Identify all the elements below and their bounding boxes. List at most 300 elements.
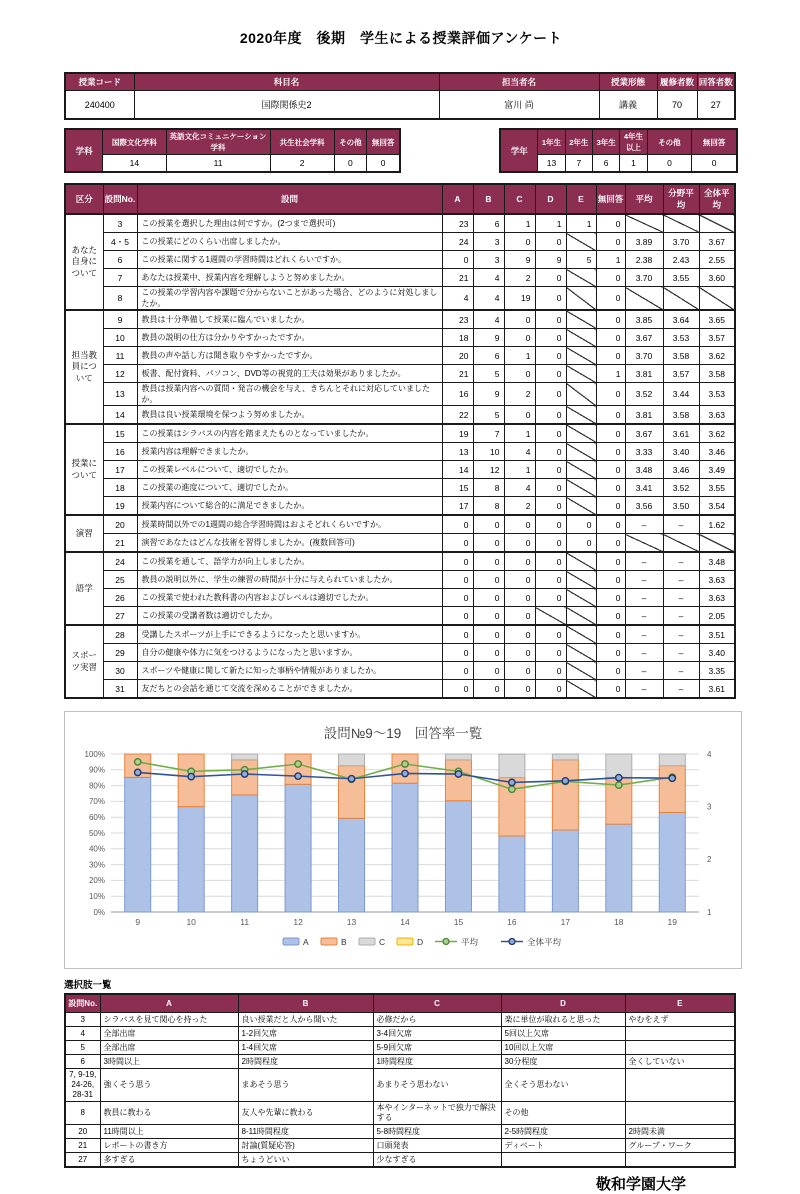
choice-cell: グループ・ワーク xyxy=(625,1139,735,1153)
survey-category: 語学 xyxy=(65,552,103,625)
survey-cell: – xyxy=(663,607,699,626)
survey-cell: 0 xyxy=(535,589,566,607)
survey-cell: 5 xyxy=(566,251,596,269)
choice-cell: 全くしていない xyxy=(625,1055,735,1069)
survey-cell: 0 xyxy=(473,552,504,571)
survey-cell: 2.05 xyxy=(699,607,735,626)
choices-question-number: 4 xyxy=(65,1027,100,1041)
survey-cell: 3.70 xyxy=(625,347,663,365)
grade-col-header: 1年生 xyxy=(538,129,565,155)
survey-cell: 0 xyxy=(504,680,535,699)
bar-segment-B xyxy=(392,754,418,783)
survey-cell: 0 xyxy=(473,589,504,607)
choice-cell: 30分程度 xyxy=(501,1055,625,1069)
survey-cell: 0 xyxy=(566,534,596,553)
survey-cell: 9 xyxy=(473,329,504,347)
question-number: 8 xyxy=(103,287,137,311)
survey-cell: 9 xyxy=(504,251,535,269)
course-header-enrolled: 履修者数 xyxy=(657,73,697,91)
choices-row xyxy=(65,1153,735,1168)
survey-cell: 4 xyxy=(442,287,473,311)
survey-cell: 3.55 xyxy=(699,479,735,497)
department-col-header: 共生社会学科 xyxy=(270,129,334,155)
survey-row xyxy=(65,625,735,644)
choice-cell: 全くそう思わない xyxy=(501,1069,625,1102)
survey-row xyxy=(65,479,735,497)
survey-cell: 1 xyxy=(504,214,535,233)
choice-cell: 1時間程度 xyxy=(373,1055,501,1069)
choice-cell: 5-8時間程度 xyxy=(373,1125,501,1139)
x-tick-label: 18 xyxy=(614,917,624,927)
choices-col-header: A xyxy=(100,994,238,1013)
legend-swatch-C xyxy=(359,938,375,945)
grade-col-header: 無回答 xyxy=(692,129,737,155)
survey-cell: 0 xyxy=(535,680,566,699)
survey-cell: 0 xyxy=(596,607,625,626)
survey-cell: 3.67 xyxy=(699,233,735,251)
survey-cell xyxy=(566,329,596,347)
x-tick-label: 9 xyxy=(135,917,141,927)
legend-marker xyxy=(443,939,449,945)
question-number: 19 xyxy=(103,497,137,516)
question-text: この授業にどのくらい出席しましたか。 xyxy=(137,233,442,251)
survey-row xyxy=(65,310,735,329)
survey-cell: 3.63 xyxy=(699,589,735,607)
survey-cell: 5 xyxy=(473,365,504,383)
survey-cell: 3.40 xyxy=(663,443,699,461)
page-title: 2020年度 後期 学生による授業評価アンケート xyxy=(239,30,563,46)
survey-cell xyxy=(566,607,596,626)
survey-cell xyxy=(566,365,596,383)
survey-cell: 0 xyxy=(473,571,504,589)
chart-svg xyxy=(65,712,741,963)
survey-cell: 4 xyxy=(473,287,504,311)
survey-cell: 9 xyxy=(535,251,566,269)
survey-cell xyxy=(566,233,596,251)
x-tick-label: 12 xyxy=(293,917,303,927)
survey-cell xyxy=(566,644,596,662)
survey-cell xyxy=(625,534,663,553)
x-tick-label: 13 xyxy=(346,917,357,927)
survey-cell: 3.63 xyxy=(699,406,735,425)
department-value: 0 xyxy=(366,155,400,173)
choice-cell xyxy=(625,1153,735,1168)
question-number: 3 xyxy=(103,214,137,233)
survey-cell: 3.48 xyxy=(625,461,663,479)
grade-header-row xyxy=(500,129,737,155)
x-tick-label: 17 xyxy=(560,917,571,927)
question-number: 6 xyxy=(103,251,137,269)
legend-label: C xyxy=(379,937,386,947)
course-header-subject: 科目名 xyxy=(134,73,439,91)
survey-cell: 0 xyxy=(473,534,504,553)
survey-cell: – xyxy=(625,662,663,680)
course-value-row xyxy=(65,91,735,120)
choices-question-number: 20 xyxy=(65,1125,100,1139)
question-number: 21 xyxy=(103,534,137,553)
survey-cell: – xyxy=(663,515,699,534)
bar-segment-A xyxy=(445,801,471,912)
bar-segment-A xyxy=(285,784,311,912)
survey-cell: 3.60 xyxy=(699,269,735,287)
y-left-tick: 10% xyxy=(88,892,105,901)
survey-cell: 14 xyxy=(442,461,473,479)
survey-cell: 3.46 xyxy=(699,443,735,461)
survey-results-table xyxy=(64,183,736,699)
survey-cell: – xyxy=(663,589,699,607)
survey-col-header: 設問No. xyxy=(103,184,137,214)
y-left-tick: 20% xyxy=(88,876,105,886)
y-left-tick: 70% xyxy=(88,797,105,807)
choices-list-label: 選択肢一覧 xyxy=(64,980,112,991)
survey-cell: 3 xyxy=(473,233,504,251)
survey-cell: 19 xyxy=(504,287,535,311)
survey-cell: 3.81 xyxy=(625,365,663,383)
choice-cell: 11時間以上 xyxy=(100,1125,238,1139)
survey-cell: 21 xyxy=(442,365,473,383)
y-left-tick: 100% xyxy=(84,749,105,759)
survey-cell: 0 xyxy=(596,625,625,644)
survey-cell: 3.64 xyxy=(663,310,699,329)
department-value: 11 xyxy=(166,155,270,173)
question-number: 11 xyxy=(103,347,137,365)
survey-cell: 1.62 xyxy=(699,515,735,534)
question-number: 10 xyxy=(103,329,137,347)
survey-cell: 0 xyxy=(504,589,535,607)
grade-col-header: 4年生以上 xyxy=(620,129,647,155)
survey-cell: 3.54 xyxy=(699,497,735,516)
survey-col-header: 分野平均 xyxy=(663,184,699,214)
choices-question-number: 5 xyxy=(65,1041,100,1055)
department-col-header: その他 xyxy=(334,129,366,155)
question-number: 24 xyxy=(103,552,137,571)
survey-cell: 0 xyxy=(504,552,535,571)
survey-cell: 2.43 xyxy=(663,251,699,269)
question-text: この授業の受講者数は適切でしたか。 xyxy=(137,607,442,626)
survey-cell xyxy=(625,287,663,311)
survey-cell: 9 xyxy=(473,383,504,406)
survey-cell: 16 xyxy=(442,383,473,406)
survey-row xyxy=(65,424,735,443)
survey-cell xyxy=(566,479,596,497)
survey-cell: 3.44 xyxy=(663,383,699,406)
survey-cell: 3.55 xyxy=(663,269,699,287)
survey-row xyxy=(65,534,735,553)
survey-row xyxy=(65,461,735,479)
department-value-row xyxy=(65,155,400,173)
survey-cell: 0 xyxy=(535,233,566,251)
survey-cell xyxy=(566,497,596,516)
survey-col-header: E xyxy=(566,184,596,214)
survey-cell: 0 xyxy=(504,515,535,534)
survey-cell: 3.61 xyxy=(663,424,699,443)
survey-row xyxy=(65,552,735,571)
survey-cell: 0 xyxy=(596,329,625,347)
question-text: この授業はシラバスの内容を踏まえたものとなっていましたか。 xyxy=(137,424,442,443)
y-left-tick: 90% xyxy=(88,765,105,775)
choices-row xyxy=(65,1013,735,1027)
survey-cell: 3.41 xyxy=(625,479,663,497)
survey-cell: 3.35 xyxy=(699,662,735,680)
y-left-tick: 40% xyxy=(88,844,105,854)
survey-cell xyxy=(566,424,596,443)
marker-全体平均 xyxy=(455,771,461,777)
survey-cell: 0 xyxy=(535,479,566,497)
question-text: 教員の声や話し方は聞き取りやすかったですか。 xyxy=(137,347,442,365)
survey-cell: 0 xyxy=(473,662,504,680)
choice-cell: ちょうどいい xyxy=(238,1153,373,1168)
survey-cell: 3.53 xyxy=(699,383,735,406)
choices-question-number: 27 xyxy=(65,1153,100,1168)
choices-row xyxy=(65,1069,735,1102)
legend-swatch-B xyxy=(321,938,337,945)
choice-cell: 1-2回欠席 xyxy=(238,1027,373,1041)
legend-label: B xyxy=(341,937,347,947)
survey-cell: 3.56 xyxy=(625,497,663,516)
question-text: あなたは授業中、授業内容を理解しようと努めましたか。 xyxy=(137,269,442,287)
choices-col-header: 設問No. xyxy=(65,994,100,1013)
bar-segment-A xyxy=(339,818,365,912)
survey-cell: 3.46 xyxy=(663,461,699,479)
grade-col-header: その他 xyxy=(647,129,692,155)
question-number: 25 xyxy=(103,571,137,589)
choice-cell: その他 xyxy=(501,1102,625,1125)
survey-cell: 13 xyxy=(442,443,473,461)
survey-cell: 3.65 xyxy=(699,310,735,329)
question-number: 7 xyxy=(103,269,137,287)
survey-cell: 15 xyxy=(442,479,473,497)
course-header-code: 授業コード xyxy=(65,73,134,91)
survey-cell: 0 xyxy=(504,625,535,644)
survey-cell: 0 xyxy=(596,310,625,329)
department-col-header: 英語文化コミュニケーション学科 xyxy=(166,129,270,155)
y-right-tick: 3 xyxy=(707,802,712,812)
survey-cell: – xyxy=(625,589,663,607)
question-text: 友だちとの会話を通じて交流を深めることができましたか。 xyxy=(137,680,442,699)
choices-question-number: 6 xyxy=(65,1055,100,1069)
survey-cell: 2 xyxy=(504,383,535,406)
survey-cell: 3.57 xyxy=(699,329,735,347)
survey-cell: 0 xyxy=(596,424,625,443)
survey-cell xyxy=(566,347,596,365)
survey-cell: – xyxy=(663,571,699,589)
survey-cell: 0 xyxy=(596,680,625,699)
question-text: 授業内容について総合的に満足できましたか。 xyxy=(137,497,442,516)
survey-cell xyxy=(566,589,596,607)
course-header-format: 授業形態 xyxy=(599,73,657,91)
survey-cell: 0 xyxy=(596,233,625,251)
choice-cell: 全部出席 xyxy=(100,1041,238,1055)
survey-cell: 1 xyxy=(504,347,535,365)
question-number: 12 xyxy=(103,365,137,383)
question-text: 自分の健康や体力に気をつけるようになったと思いますか。 xyxy=(137,644,442,662)
course-subject: 国際関係史2 xyxy=(134,91,439,120)
survey-cell: 0 xyxy=(596,269,625,287)
survey-cell: 0 xyxy=(473,680,504,699)
question-number: 15 xyxy=(103,424,137,443)
survey-cell: 19 xyxy=(442,424,473,443)
marker-全体平均 xyxy=(562,778,568,784)
survey-cell xyxy=(566,406,596,425)
bar-segment-C xyxy=(232,754,258,760)
grade-value: 1 xyxy=(620,155,647,173)
question-text: この授業を選択した理由は何ですか。(2つまで選択可) xyxy=(137,214,442,233)
survey-cell: 3.62 xyxy=(699,424,735,443)
survey-cell: 2 xyxy=(504,497,535,516)
choice-cell: 本やインターネットで独力で解決する xyxy=(373,1102,501,1125)
choices-col-header: E xyxy=(625,994,735,1013)
survey-cell xyxy=(663,214,699,233)
survey-cell: – xyxy=(625,571,663,589)
bar-segment-B xyxy=(552,760,578,830)
grade-table xyxy=(499,128,738,173)
choice-cell: 少なすぎる xyxy=(373,1153,501,1168)
survey-cell: 0 xyxy=(596,347,625,365)
choice-cell xyxy=(625,1027,735,1041)
y-right-tick: 4 xyxy=(707,749,712,759)
survey-cell: 3.40 xyxy=(699,644,735,662)
choice-cell: 3時間以上 xyxy=(100,1055,238,1069)
survey-cell: 3.70 xyxy=(663,233,699,251)
choices-question-number: 8 xyxy=(65,1102,100,1125)
survey-cell xyxy=(566,443,596,461)
survey-cell: 0 xyxy=(504,365,535,383)
question-text: この授業の学習内容や課題で分からないことがあった場合、どのように対処しましたか。 xyxy=(137,287,442,311)
survey-cell xyxy=(699,287,735,311)
survey-cell: 0 xyxy=(504,329,535,347)
question-number: 28 xyxy=(103,625,137,644)
choice-cell: ディベート xyxy=(501,1139,625,1153)
question-text: 演習であなたはどんな技術を習得しましたか。(複数回答可) xyxy=(137,534,442,553)
bar-segment-C xyxy=(552,754,578,760)
survey-cell: 3.89 xyxy=(625,233,663,251)
survey-cell xyxy=(535,607,566,626)
survey-cell: 0 xyxy=(535,269,566,287)
marker-平均 xyxy=(616,782,622,788)
question-number: 9 xyxy=(103,310,137,329)
survey-cell: 21 xyxy=(442,269,473,287)
survey-cell xyxy=(566,680,596,699)
survey-col-header: 全体平均 xyxy=(699,184,735,214)
marker-平均 xyxy=(135,759,141,765)
survey-cell: 0 xyxy=(596,479,625,497)
question-text: 教員の説明以外に、学生の練習の時間が十分に与えられていましたか。 xyxy=(137,571,442,589)
legend-swatch-D xyxy=(397,938,413,945)
bar-segment-A xyxy=(552,830,578,912)
survey-cell: 0 xyxy=(535,515,566,534)
survey-cell: 5 xyxy=(473,406,504,425)
survey-cell: 3.58 xyxy=(699,365,735,383)
survey-cell: 1 xyxy=(535,214,566,233)
survey-cell xyxy=(663,287,699,311)
survey-cell: 0 xyxy=(535,424,566,443)
survey-cell: 3.67 xyxy=(625,329,663,347)
bar-segment-A xyxy=(499,836,525,912)
survey-cell: 0 xyxy=(566,515,596,534)
choices-question-number: 7, 9-19, 24-26, 28-31 xyxy=(65,1069,100,1102)
survey-cell: 3.53 xyxy=(663,329,699,347)
choice-cell: あまりそう思わない xyxy=(373,1069,501,1102)
course-info-table xyxy=(64,72,736,120)
bar-segment-B xyxy=(445,760,471,801)
survey-cell: 0 xyxy=(473,607,504,626)
survey-cell: 0 xyxy=(504,310,535,329)
survey-cell: 0 xyxy=(442,644,473,662)
survey-cell: 3.85 xyxy=(625,310,663,329)
choice-cell: 3-4回欠席 xyxy=(373,1027,501,1041)
question-text: この授業を通して、語学力が向上しましたか。 xyxy=(137,552,442,571)
survey-cell: 3.49 xyxy=(699,461,735,479)
survey-cell: 0 xyxy=(504,607,535,626)
department-value: 14 xyxy=(103,155,166,173)
survey-cell: – xyxy=(663,680,699,699)
choices-row xyxy=(65,1102,735,1125)
grade-label: 学年 xyxy=(500,129,538,172)
survey-cell: 3.52 xyxy=(625,383,663,406)
bar-segment-B xyxy=(659,766,685,813)
survey-cell xyxy=(699,534,735,553)
question-text: 教員は授業内容への質問・発言の機会を与え、きちんとそれに対応していましたか。 xyxy=(137,383,442,406)
survey-col-header: D xyxy=(535,184,566,214)
question-number: 29 xyxy=(103,644,137,662)
survey-cell: 0 xyxy=(535,443,566,461)
survey-cell: 1 xyxy=(504,424,535,443)
choice-cell: 楽に単位が取れると思った xyxy=(501,1013,625,1027)
survey-cell: – xyxy=(625,552,663,571)
survey-cell: 0 xyxy=(442,552,473,571)
survey-row xyxy=(65,571,735,589)
question-text: 受講したスポーツが上手にできるようになったと思いますか。 xyxy=(137,625,442,644)
question-number: 27 xyxy=(103,607,137,626)
survey-cell: 1 xyxy=(566,214,596,233)
survey-cell: 0 xyxy=(504,534,535,553)
bar-segment-A xyxy=(178,807,204,912)
survey-row xyxy=(65,406,735,425)
grade-value: 6 xyxy=(593,155,620,173)
marker-全体平均 xyxy=(348,776,354,782)
marker-全体平均 xyxy=(509,779,515,785)
choice-cell: 多すぎる xyxy=(100,1153,238,1168)
question-number: 20 xyxy=(103,515,137,534)
survey-cell: 0 xyxy=(442,680,473,699)
survey-cell xyxy=(663,534,699,553)
grade-value: 13 xyxy=(538,155,565,173)
bar-segment-A xyxy=(125,777,151,912)
survey-row xyxy=(65,443,735,461)
survey-col-header: A xyxy=(442,184,473,214)
question-text: 教員は良い授業環境を保つよう努めましたか。 xyxy=(137,406,442,425)
choice-cell: レポートの書き方 xyxy=(100,1139,238,1153)
bar-segment-A xyxy=(392,783,418,912)
survey-cell: 3.67 xyxy=(625,424,663,443)
choice-cell: シラバスを見て関心を持った xyxy=(100,1013,238,1027)
marker-全体平均 xyxy=(402,770,408,776)
choice-cell: 8-11時間程度 xyxy=(238,1125,373,1139)
question-number: 26 xyxy=(103,589,137,607)
choice-cell xyxy=(501,1153,625,1168)
survey-cell: 24 xyxy=(442,233,473,251)
choices-row xyxy=(65,1041,735,1055)
choice-cell: 教員に教わる xyxy=(100,1102,238,1125)
survey-category: スポーツ実習 xyxy=(65,625,103,698)
survey-cell: 4 xyxy=(473,269,504,287)
question-number: 13 xyxy=(103,383,137,406)
survey-cell: – xyxy=(663,662,699,680)
survey-cell: 1 xyxy=(596,365,625,383)
survey-header-row xyxy=(65,184,735,214)
department-col-header: 国際文化学科 xyxy=(103,129,166,155)
survey-cell xyxy=(625,214,663,233)
